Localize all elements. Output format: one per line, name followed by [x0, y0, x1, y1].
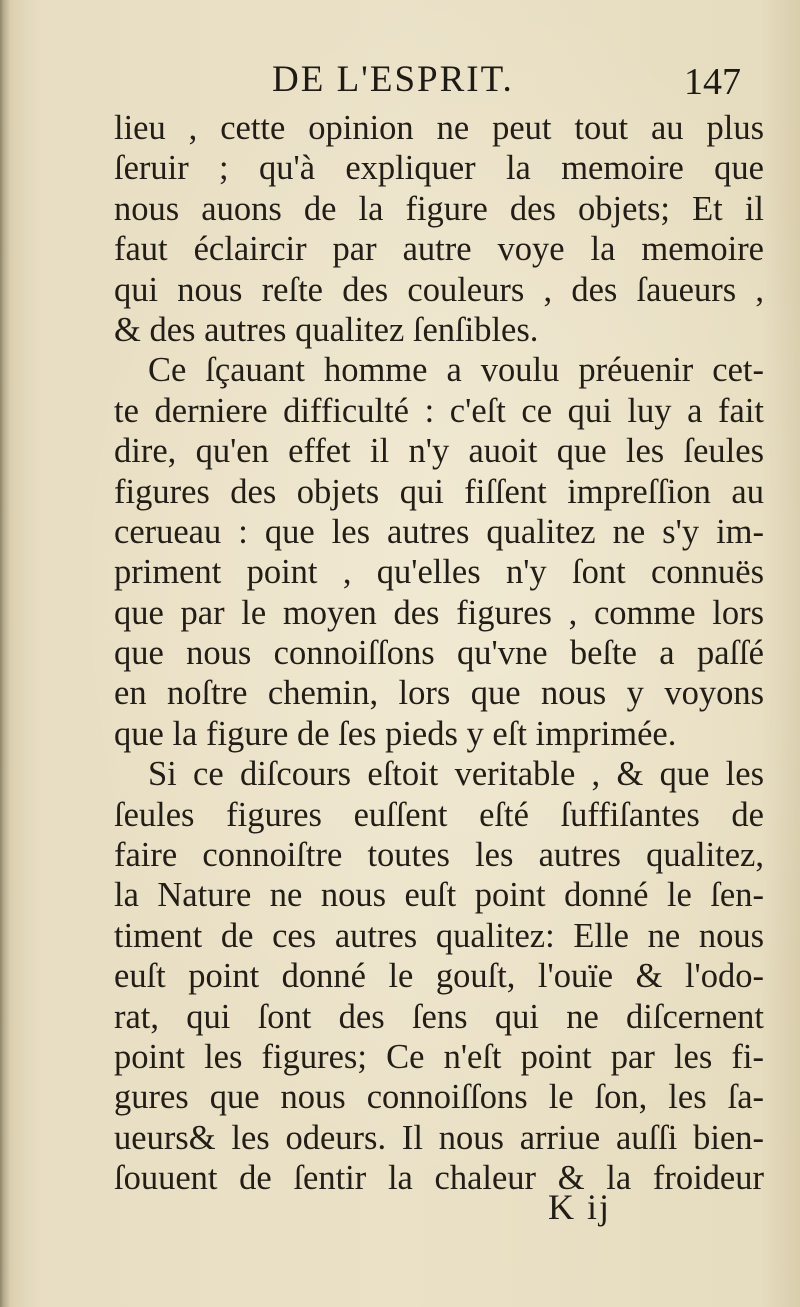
text-line: timent de ces autres qualitez: Elle ne nous	[114, 916, 764, 955]
paragraph-start-line: Ce ſçauant homme a voulu préuenir cet-	[148, 351, 764, 390]
paragraph-end-line: que la figure de ſes pieds y eſt imprimée.	[114, 714, 677, 753]
text-line: dire, qu'en effet il n'y auoit que les ſeules	[114, 432, 764, 471]
text-line: figures des objets qui fiſſent impreſſion au	[114, 472, 764, 511]
text-line: lieu , cette opinion ne peut tout au plus	[114, 109, 764, 147]
text-line: ſeules figures euſſent eſté ſuffiſantes de	[114, 795, 764, 834]
text-line: ueurs& les odeurs. Il nous arriue auſſi bien-	[114, 1118, 764, 1157]
paragraph-start-line: Si ce diſcours eſtoit veritable , & que les	[148, 755, 764, 794]
text-line: que nous connoiſſons qu'vne beſte a paſſé	[114, 634, 764, 673]
body-text	[114, 108, 764, 1199]
binding-edge	[0, 0, 10, 1307]
text-line: faut éclaircir par autre voye la memoire	[114, 230, 764, 269]
text-line: gures que nous connoiſſons le ſon, les ſa-	[114, 1078, 764, 1117]
text-line: rat, qui ſont des ſens qui ne diſcernent	[114, 997, 764, 1036]
text-line: faire connoiſtre toutes les autres qualitez,	[114, 836, 764, 875]
text-line: ſeruir ; qu'à expliquer la memoire que	[114, 149, 764, 188]
text-line: nous auons de la figure des objets; Et il	[114, 189, 764, 228]
text-line: euſt point donné le gouſt, l'ouïe & l'odo-	[114, 957, 764, 996]
text-line: cerueau : que les autres qualitez ne s'y im-	[114, 512, 764, 551]
text-line: la Nature ne nous euſt point donné le ſen-	[114, 876, 764, 915]
text-line: que par le moyen des figures , comme lors	[114, 593, 764, 632]
text-line: point les figures; Ce n'eſt point par les fi-	[114, 1037, 764, 1076]
text-line: qui nous reſte des couleurs , des ſaueurs ,	[114, 270, 764, 309]
text-line: te derniere difficulté : c'eſt ce qui luy a fait	[114, 391, 764, 430]
running-title: DE L'ESPRIT.	[272, 59, 514, 100]
text-line: priment point , qu'elles n'y ſont connuës	[114, 553, 764, 592]
text-line: en noſtre chemin, lors que nous y voyons	[114, 674, 764, 713]
paragraph-end-line: & des autres qualitez ſenſibles.	[114, 310, 539, 349]
text-line: ſouuent de ſentir la chaleur & la froideur	[114, 1159, 764, 1198]
page-number: 147	[684, 61, 741, 103]
signature-mark: K ij	[548, 1187, 612, 1227]
